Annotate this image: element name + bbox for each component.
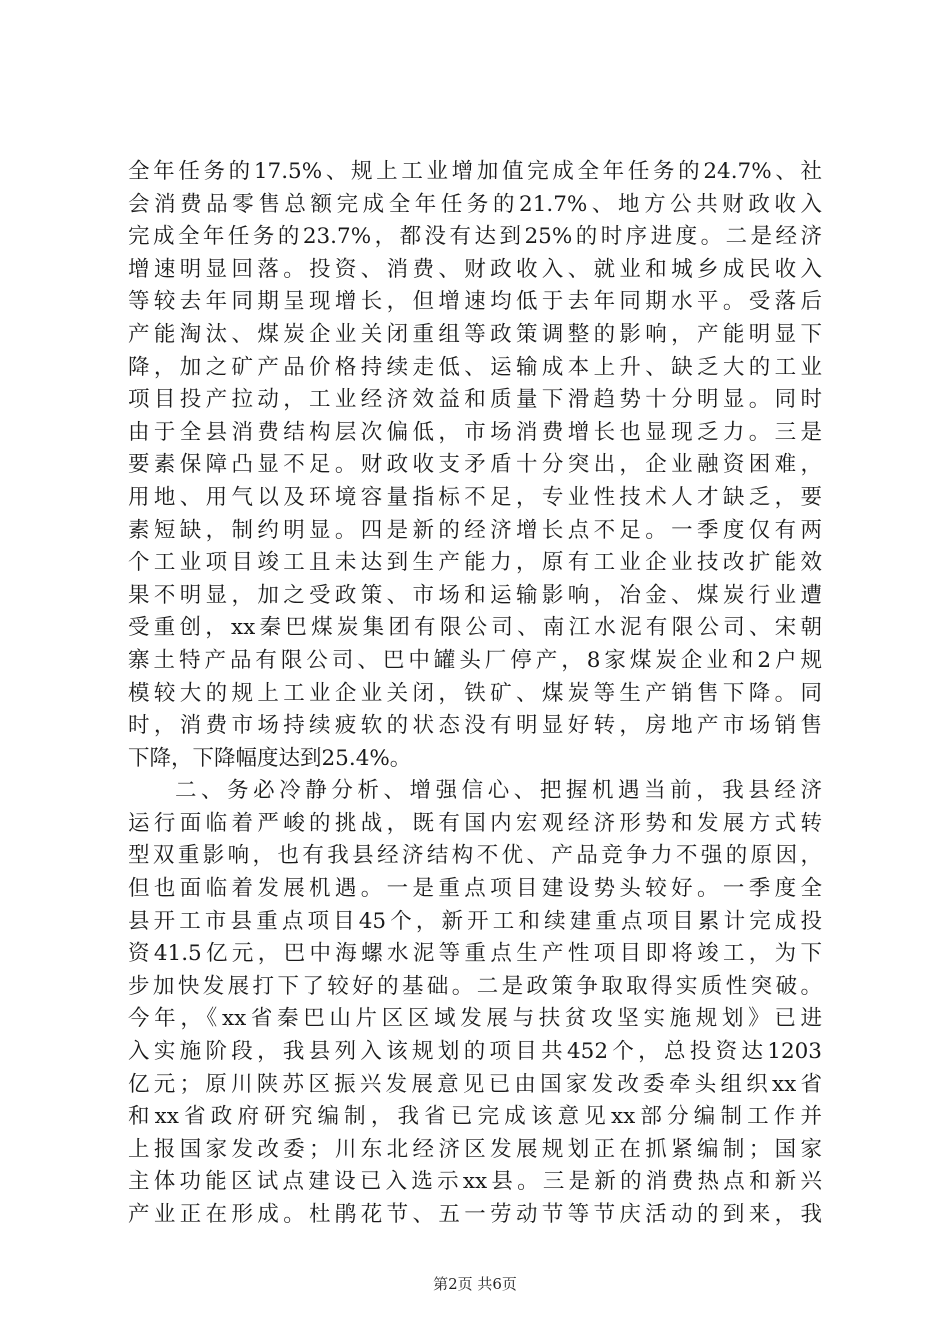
page-number-footer: 第2页 共6页 bbox=[433, 1275, 517, 1293]
text-line: 下降，下降幅度达到25.4%。 bbox=[128, 745, 412, 771]
text-line: 运行面临着严峻的挑战，既有国内宏观经济形势和发展方式转 bbox=[128, 810, 822, 836]
text-line: 时，消费市场持续疲软的状态没有明显好转，房地产市场销售 bbox=[128, 713, 822, 739]
text-line: 步加快发展打下了较好的基础。二是政策争取取得实质性突破。 bbox=[128, 973, 822, 999]
text-line: 完成全年任务的23.7%，都没有达到25%的时序进度。二是经济 bbox=[128, 224, 822, 250]
text-line: 亿元；原川陕苏区振兴发展意见已由国家发改委牵头组织xx省 bbox=[128, 1071, 822, 1097]
text-line: 主体功能区试点建设已入选示xx县。三是新的消费热点和新兴 bbox=[128, 1169, 822, 1195]
paragraph-1 bbox=[128, 156, 822, 775]
text-line: 产业正在形成。杜鹃花节、五一劳动节等节庆活动的到来，我 bbox=[128, 1202, 822, 1227]
text-line: 素短缺，制约明显。四是新的经济增长点不足。一季度仅有两 bbox=[128, 517, 822, 543]
text-line: 全年任务的17.5%、规上工业增加值完成全年任务的24.7%、社 bbox=[128, 159, 822, 184]
document-body bbox=[128, 156, 822, 1232]
text-line: 增速明显回落。投资、消费、财政收入、就业和城乡成民收入 bbox=[128, 256, 822, 282]
text-line: 型双重影响，也有我县经济结构不优、产品竞争力不强的原因， bbox=[128, 843, 822, 869]
text-line: 寨土特产品有限公司、巴中罐头厂停产，8家煤炭企业和2户规 bbox=[128, 647, 822, 673]
text-line: 模较大的规上工业企业关闭，铁矿、煤炭等生产销售下降。同 bbox=[128, 680, 822, 706]
text-line: 但也面临着发展机遇。一是重点项目建设势头较好。一季度全 bbox=[128, 876, 822, 902]
text-line: 会消费品零售总额完成全年任务的21.7%、地方公共财政收入 bbox=[128, 191, 822, 217]
text-line: 项目投产拉动，工业经济效益和质量下滑趋势十分明显。同时 bbox=[128, 387, 822, 413]
text-line: 降，加之矿产品价格持续走低、运输成本上升、缺乏大的工业 bbox=[128, 354, 822, 380]
text-line: 二、务必冷静分析、增强信心、把握机遇当前，我县经济 bbox=[175, 778, 822, 804]
text-line: 县开工市县重点项目45个，新开工和续建重点项目累计完成投 bbox=[128, 908, 822, 934]
text-line: 要素保障凸显不足。财政收支矛盾十分突出，企业融资困难， bbox=[128, 452, 822, 478]
paragraph-2 bbox=[128, 775, 822, 1231]
text-line: 果不明显，加之受政策、市场和运输影响，冶金、煤炭行业遭 bbox=[128, 582, 822, 608]
text-line: 由于全县消费结构层次偏低，市场消费增长也显现乏力。三是 bbox=[128, 419, 822, 445]
text-line: 和xx省政府研究编制，我省已完成该意见xx部分编制工作并 bbox=[128, 1104, 822, 1130]
text-line: 入实施阶段，我县列入该规划的项目共452个，总投资达1203 bbox=[128, 1039, 822, 1065]
text-line: 产能淘汰、煤炭企业关闭重组等政策调整的影响，产能明显下 bbox=[128, 321, 822, 347]
text-line: 个工业项目竣工且未达到生产能力，原有工业企业技改扩能效 bbox=[128, 550, 822, 576]
text-line: 资41.5亿元，巴中海螺水泥等重点生产性项目即将竣工，为下 bbox=[128, 941, 822, 967]
text-line: 用地、用气以及环境容量指标不足，专业性技术人才缺乏，要 bbox=[128, 484, 822, 510]
text-line: 今年，《xx省秦巴山片区区域发展与扶贫攻坚实施规划》已进 bbox=[128, 1006, 822, 1032]
text-line: 等较去年同期呈现增长，但增速均低于去年同期水平。受落后 bbox=[128, 289, 822, 315]
text-line: 受重创，xx秦巴煤炭集团有限公司、南江水泥有限公司、宋朝 bbox=[128, 615, 822, 641]
text-line: 上报国家发改委；川东北经济区发展规划正在抓紧编制；国家 bbox=[128, 1136, 822, 1162]
